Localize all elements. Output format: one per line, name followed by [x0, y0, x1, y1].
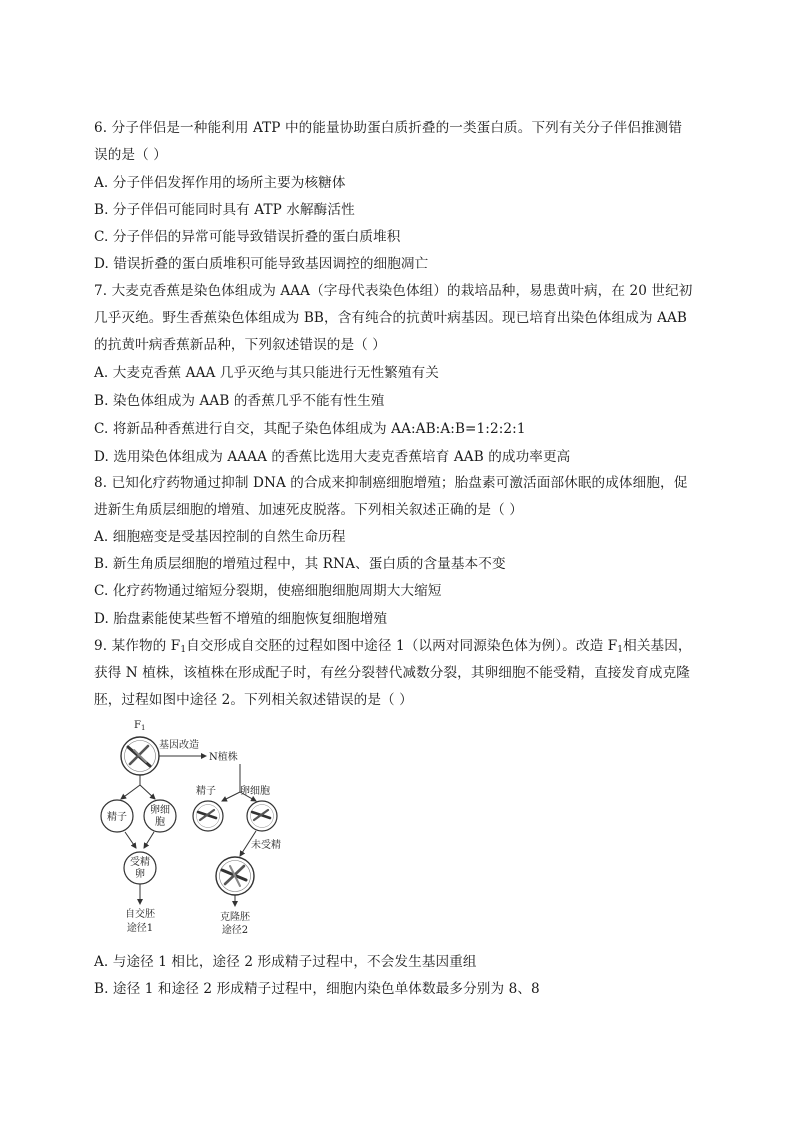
question-6-option-a: A. 分子伴侣发挥作用的场所主要为核糖体	[94, 175, 346, 191]
meiosis-pathway-diagram	[90, 714, 320, 944]
svg-text:胞: 胞	[155, 817, 165, 828]
clone-embryo-label: 克隆胚	[220, 912, 250, 923]
path-2-label: 途径2	[221, 925, 249, 936]
egg-cell-path-2	[247, 801, 277, 831]
path-1-label: 途径1	[126, 923, 154, 934]
svg-text:精子: 精子	[107, 812, 127, 823]
fertilization-arrow-sperm	[125, 832, 136, 848]
svg-text:卵: 卵	[135, 869, 145, 880]
question-6-option-c: C. 分子伴侣的异常可能导致错误折叠的蛋白质堆积	[94, 229, 401, 245]
stem-text: 相关基因，	[623, 638, 692, 654]
question-8-option-d: D. 胎盘素能使某些暂不增殖的细胞恢复细胞增殖	[94, 611, 388, 627]
branch-arrow-egg	[140, 785, 155, 799]
question-8-option-a: A. 细胞癌变是受基因控制的自然生命历程	[94, 529, 346, 545]
subscript: 1	[617, 645, 624, 655]
unfertilized-label: 未受精	[251, 840, 281, 851]
question-9-option-a: A. 与途径 1 相比，途径 2 形成精子过程中，不会发生基因重组	[94, 954, 477, 970]
svg-text:受精: 受精	[130, 857, 150, 868]
fertilization-arrow-egg	[144, 832, 154, 848]
question-8-option-c: C. 化疗药物通过缩短分裂期，使癌细胞细胞周期大大缩短	[94, 583, 442, 599]
gene-modification-label: 基因改造	[159, 740, 199, 751]
sperm-cell-path-1	[101, 800, 133, 832]
question-6-stem-line-1: 6. 分子伴侣是一种能利用 ATP 中的能量协助蛋白质折叠的一类蛋白质。下列有关分子伴侣推测错	[94, 120, 683, 136]
question-7-option-c: C. 将新品种香蕉进行自交，其配子染色体组成为 AA:AB:A:B=1:2:2:1	[94, 421, 526, 437]
self-embryo-label: 自交胚	[125, 909, 155, 920]
question-7-stem-line-1: 7. 大麦克香蕉是染色体组成为 AAA（字母代表染色体组）的栽培品种，易患黄叶病，在 20 世纪初	[94, 283, 693, 299]
question-8-stem-line-1: 8. 已知化疗药物通过抑制 DNA 的合成来抑制癌细胞增殖；胎盘素可激活面部休眠的成体细胞，促	[94, 475, 688, 491]
question-7-stem-line-3: 的抗黄叶病香蕉新品种，下列叙述错误的是（ ）	[94, 337, 386, 353]
question-7-option-b: B. 染色体组成为 AAB 的香蕉几乎不能有性生殖	[94, 393, 385, 409]
zygote-cell	[124, 852, 156, 884]
question-7-option-a: A. 大麦克香蕉 AAA 几乎灭绝与其只能进行无性繁殖有关	[94, 365, 439, 381]
branch-arrow-sperm	[121, 785, 140, 799]
branch-arrow-sperm-path-2	[222, 792, 240, 801]
question-9-stem-line-1	[94, 636, 692, 660]
question-7-stem-line-2: 几乎灭绝。野生香蕉染色体组成为 BB，含有纯合的抗黄叶病基因。现已培育出染色体组成为 AAB	[94, 310, 687, 326]
stem-text: 9. 某作物的 F	[94, 638, 181, 654]
sperm-cell-path-2	[193, 801, 223, 831]
subscript: 1	[180, 645, 187, 655]
sperm-label-path-2: 精子	[196, 786, 216, 797]
f1-label: $F_1$	[134, 720, 146, 732]
svg-text:卵细: 卵细	[150, 805, 170, 816]
stem-text: 自交形成自交胚的过程如图中途径 1（以两对同源染色体为例）。改造 F	[186, 638, 618, 654]
question-6-option-b: B. 分子伴侣可能同时具有 ATP 水解酶活性	[94, 202, 355, 218]
question-9-stem-line-3: 胚，过程如图中途径 2。下列相关叙述错误的是（ ）	[94, 692, 413, 708]
f1-cell	[121, 737, 159, 775]
clone-embryo-cell	[216, 857, 254, 895]
question-7-option-d: D. 选用染色体组成为 AAAA 的香蕉比选用大麦克香蕉培育 AAB 的成功率更高	[94, 449, 571, 465]
question-6-option-d: D. 错误折叠的蛋白质堆积可能导致基因调控的细胞凋亡	[94, 256, 429, 272]
egg-cell-path-1	[144, 800, 176, 832]
question-8-option-b: B. 新生角质层细胞的增殖过程中，其 RNA、蛋白质的含量基本不变	[94, 556, 506, 572]
question-9-stem-line-2: 获得 N 植株，该植株在形成配子时，有丝分裂替代减数分裂，其卵细胞不能受精，直接发育成克隆	[94, 665, 690, 681]
question-9-option-b: B. 途径 1 和途径 2 形成精子过程中，细胞内染色单体数最多分别为 8、8	[94, 981, 540, 997]
question-8-stem-line-2: 进新生角质层细胞的增殖、加速死皮脱落。下列相关叙述正确的是（ ）	[94, 502, 523, 518]
n-plant-label: N植株	[209, 752, 238, 763]
egg-label-path-2: 卵细胞	[240, 786, 270, 797]
question-6-stem-line-2: 误的是（ ）	[94, 147, 167, 163]
